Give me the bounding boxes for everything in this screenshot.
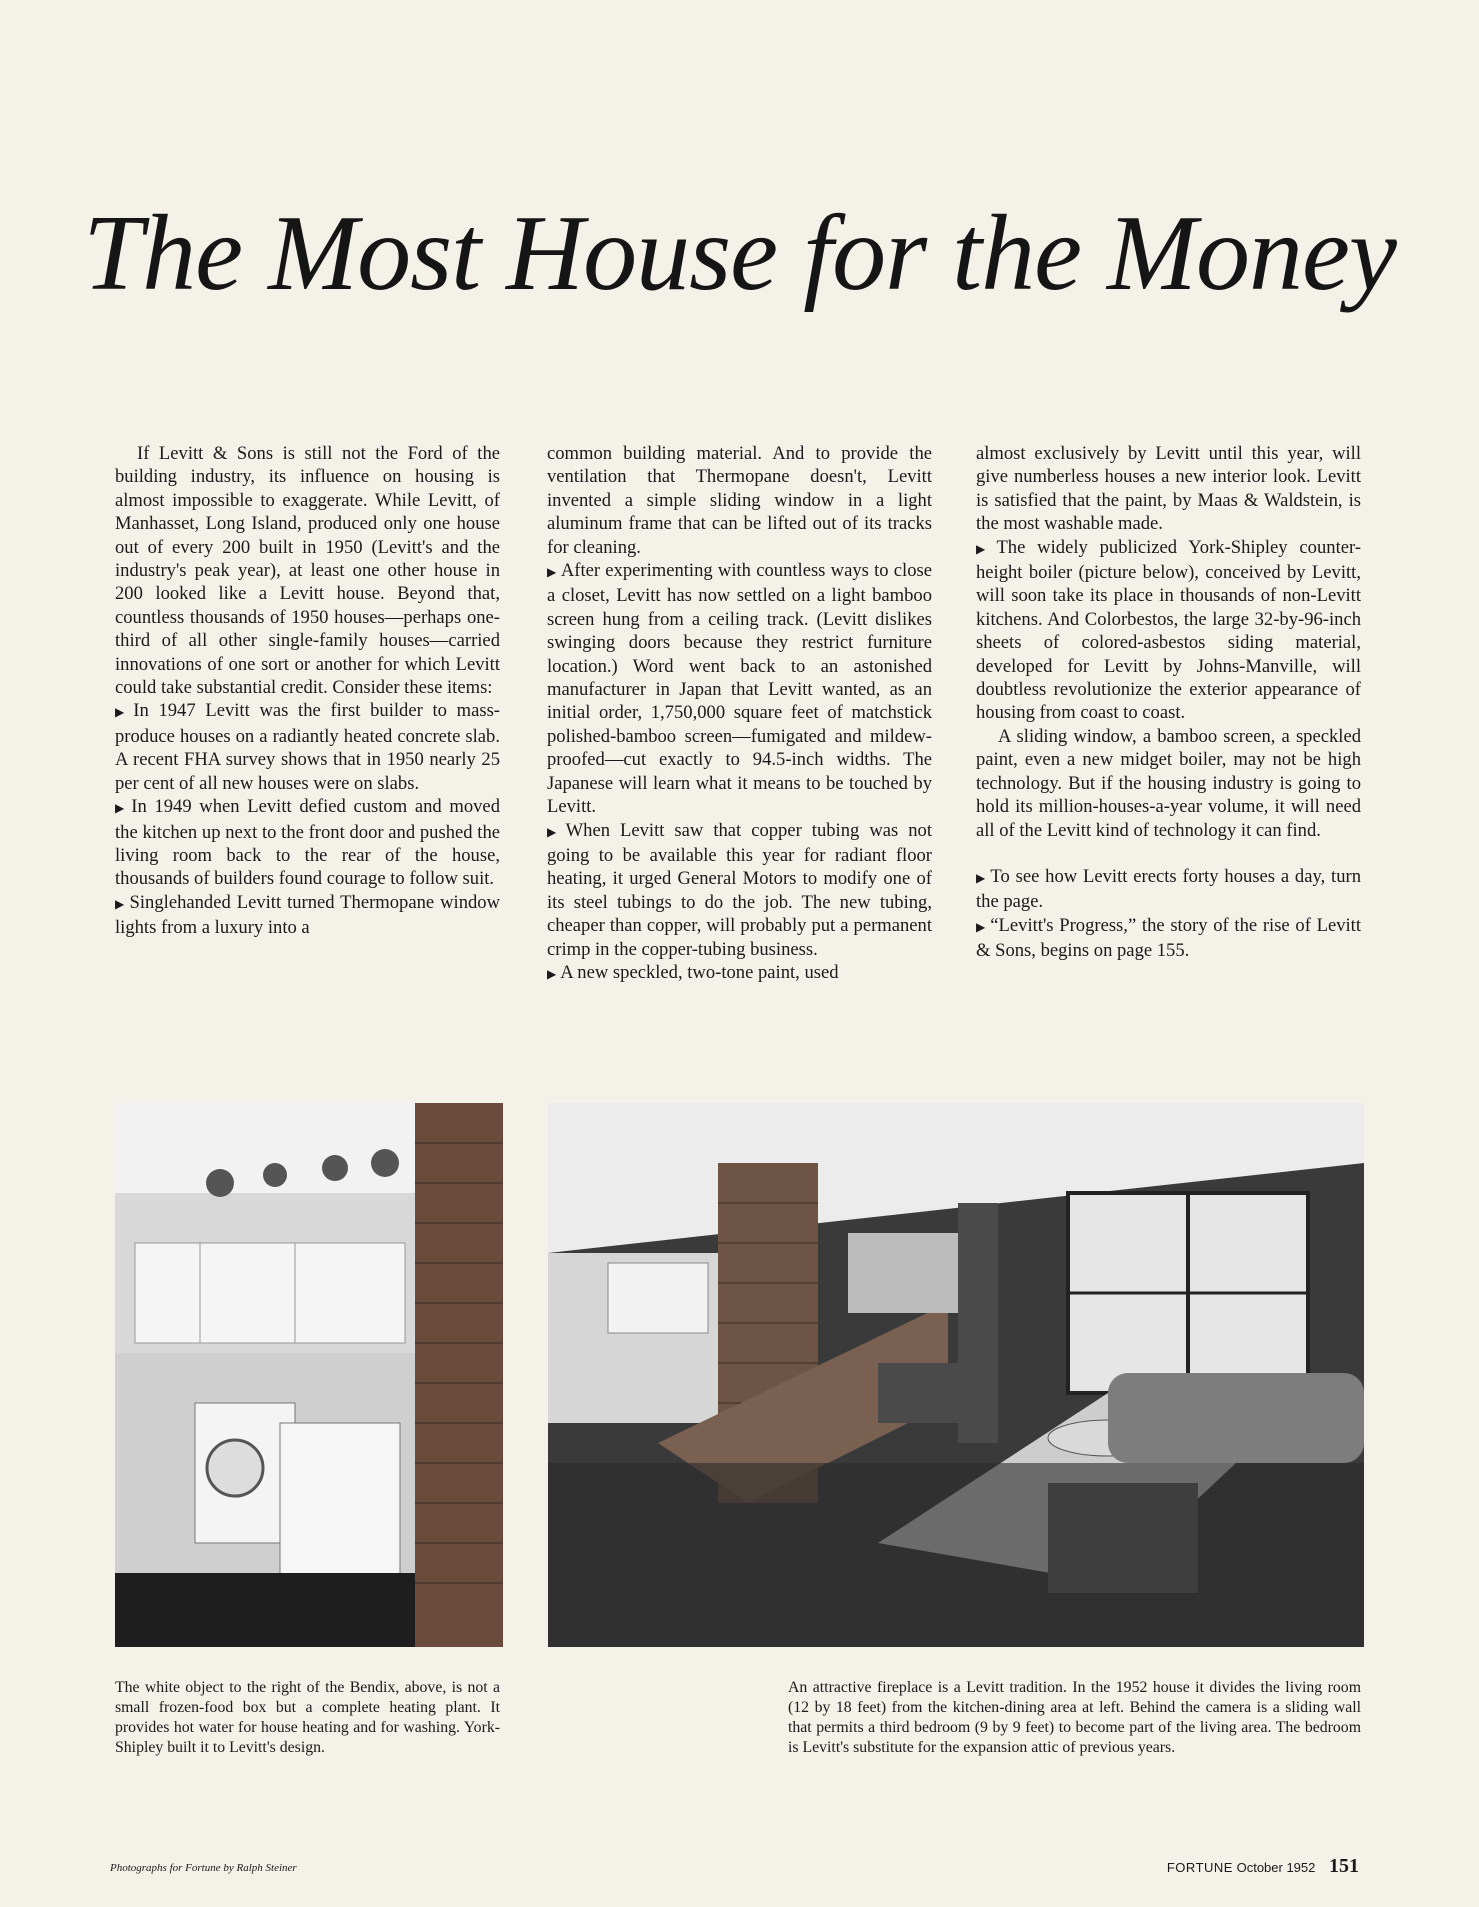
article-column-2 — [547, 442, 932, 986]
photo-laundry-heating-plant — [115, 1103, 503, 1647]
bullet-paragraph: ▶ The widely publicized York-Shipley counter-height boiler (picture below), conceived by Levitt, will soon take its place in thousands of non-Levitt kitchens. And Colorbestos, the large 32-by-96-inch sheets of colored-asbestos siding material, developed for Levitt by Johns-Manville, will doubtless revolutionize the exterior appearance of housing from coast to coast. — [976, 536, 1361, 725]
page-footer — [1167, 1855, 1359, 1878]
issue-date: October 1952 — [1236, 1860, 1316, 1875]
photo-living-room-fireplace — [548, 1103, 1364, 1647]
paragraph: common building material. And to provide the ventilation that Thermopane doesn't, Levitt invented a simple sliding window in a light aluminum frame that can be lifted out of its tracks for cleaning. — [547, 443, 932, 558]
page-number: 151 — [1329, 1855, 1359, 1877]
article-column-3 — [976, 442, 1361, 963]
article-column-1 — [115, 442, 500, 940]
magazine-name: FORTUNE — [1166, 1860, 1233, 1875]
photo-credit: Photographs for Fortune by Ralph Steiner — [110, 1862, 297, 1874]
bullet-paragraph: ▶ When Levitt saw that copper tubing was not going to be available this year for radiant floor heating, it urged General Motors to modify one of its steel tubings to do the job. The new tubing, cheaper than copper, will probably put a permanent crimp in the copper-tubing business. — [547, 819, 932, 961]
bullet-paragraph: ▶ A new speckled, two-tone paint, used — [547, 961, 932, 986]
page-title: The Most House for the Money — [83, 194, 1396, 313]
bullet-paragraph: ▶ In 1947 Levitt was the first builder to mass-produce houses on a radiantly heated concrete slab. A recent FHA survey shows that in 1950 nearly 25 per cent of all new houses were on slabs. — [115, 699, 500, 795]
living-room-photo-illustration — [548, 1103, 1364, 1647]
bullet-paragraph: ▶ Singlehanded Levitt turned Thermopane window lights from a luxury into a — [115, 891, 500, 940]
paragraph: A sliding window, a bamboo screen, a speckled paint, even a new midget boiler, may not be high technology. But if the housing industry is going to hold its million-houses-a-year volume, it will need all of the Levitt kind of technology it can find. — [976, 725, 1361, 841]
bullet-paragraph: ▶ After experimenting with countless ways to close a closet, Levitt has now settled on a light bamboo screen hung from a ceiling track. (Levitt dislikes swinging doors because they restrict furniture location.) Word went back to an astonished manufacturer in Japan that Levitt wanted, as an initial order, 1,750,000 square feet of matchstick polished-bamboo screen—fumigated and mildew-proofed—cut exactly to 94.5-inch widths. The Japanese will learn what it means to be touched by Levitt. — [547, 559, 932, 818]
laundry-photo-illustration — [115, 1103, 503, 1647]
paragraph: almost exclusively by Levitt until this year, will give numberless houses a new interior look. Levitt is satisfied that the paint, by Maas & Waldstein, is the most washable made. — [976, 443, 1361, 535]
bullet-paragraph: ▶ “Levitt's Progress,” the story of the rise of Levitt & Sons, begins on page 155. — [976, 914, 1361, 963]
paragraph: If Levitt & Sons is still not the Ford of the building industry, its influence on housing is almost impossible to exaggerate. While Levitt, of Manhasset, Long Island, produced only one house out of every 200 built in 1950 (Levitt's and the industry's peak year), at least one other house in 200 looked like a Levitt house. Beyond that, countless thousands of 1950 houses—perhaps one-third of all other single-family houses—carried innovations of one sort or another for which Levitt could take substantial credit. Consider these items: — [115, 443, 500, 699]
bullet-paragraph: ▶ In 1949 when Levitt defied custom and moved the kitchen up next to the front door and pushed the living room back to the rear of the house, thousands of builders found courage to follow suit. — [115, 795, 500, 891]
caption-laundry-photo: The white object to the right of the Bendix, above, is not a small frozen-food box but a complete heating plant. It provides hot water for house heating and for washing. York-Shipley built it to Levitt's design. — [115, 1679, 500, 1756]
paragraph-gap — [976, 842, 1361, 865]
caption-living-room-photo: An attractive fireplace is a Levitt tradition. In the 1952 house it divides the living room (12 by 18 feet) from the kitchen-dining area at left. Behind the camera is a sliding wall that permits a third bedroom (9 by 9 feet) to become part of the living area. The bedroom is Levitt's substitute for the expansion attic of previous years. — [788, 1679, 1361, 1756]
bullet-paragraph: ▶ To see how Levitt erects forty houses a day, turn the page. — [976, 865, 1361, 914]
